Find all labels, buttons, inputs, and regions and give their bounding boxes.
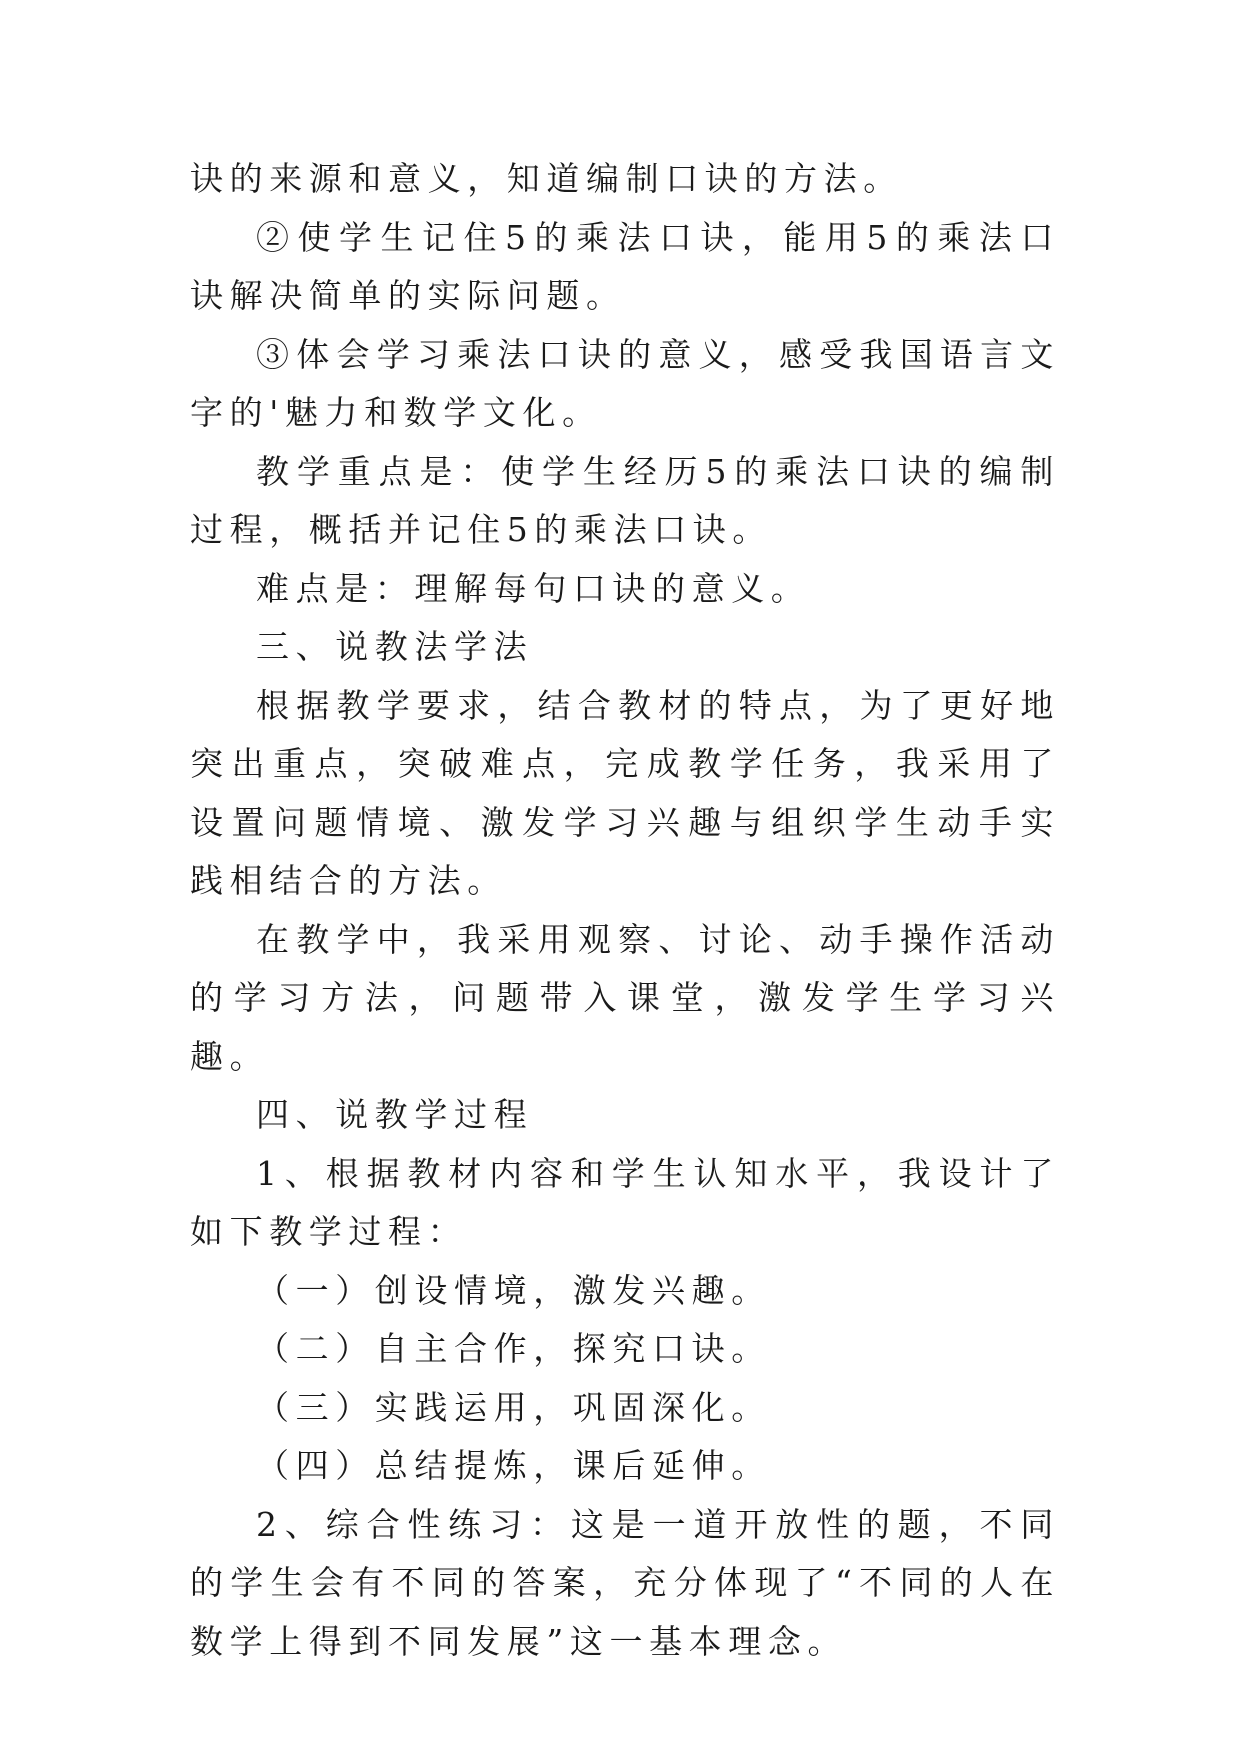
paragraph-difficulty: 难点是：理解每句口诀的意义。 xyxy=(256,568,811,608)
document-body xyxy=(190,150,1060,1671)
paragraph-objective-2: ②使学生记住5的乘法口诀，能用5的乘法口诀解决简单的实际问题。 xyxy=(190,217,1060,315)
paragraph-continuation: 诀的来源和意义，知道编制口诀的方法。 xyxy=(190,159,903,198)
paragraph-objective-3: ③体会学习乘法口诀的意义，感受我国语言文字的'魅力和数学文化。 xyxy=(190,334,1060,432)
paragraph-process-intro: 1、根据教材内容和学生认知水平，我设计了如下教学过程： xyxy=(190,1153,1060,1251)
list-item-step-2: （二）自主合作，探究口诀。 xyxy=(256,1329,771,1368)
paragraph-learning-method: 在教学中，我采用观察、讨论、动手操作活动的学习方法，问题带入课堂，激发学生学习兴趣。 xyxy=(190,919,1060,1076)
list-item-step-1: （一）创设情境，激发兴趣。 xyxy=(256,1270,771,1310)
section-heading-process: 四、说教学过程 xyxy=(256,1095,534,1134)
paragraph-key-point: 教学重点是：使学生经历5的乘法口诀的编制过程，概括并记住5的乘法口诀。 xyxy=(190,451,1060,549)
list-item-step-4: （四）总结提炼，课后延伸。 xyxy=(256,1446,771,1485)
paragraph-practice: 2、综合性练习：这是一道开放性的题，不同的学生会有不同的答案，充分体现了“不同的人在数学上得到不同发展”这一基本理念。 xyxy=(190,1504,1060,1661)
list-item-step-3: （三）实践运用，巩固深化。 xyxy=(256,1387,771,1427)
section-heading-methods: 三、说教法学法 xyxy=(256,627,534,666)
paragraph-teaching-method: 根据教学要求，结合教材的特点，为了更好地突出重点，突破难点，完成教学任务，我采用了设置问题情境、激发学习兴趣与组织学生动手实践相结合的方法。 xyxy=(190,685,1060,900)
